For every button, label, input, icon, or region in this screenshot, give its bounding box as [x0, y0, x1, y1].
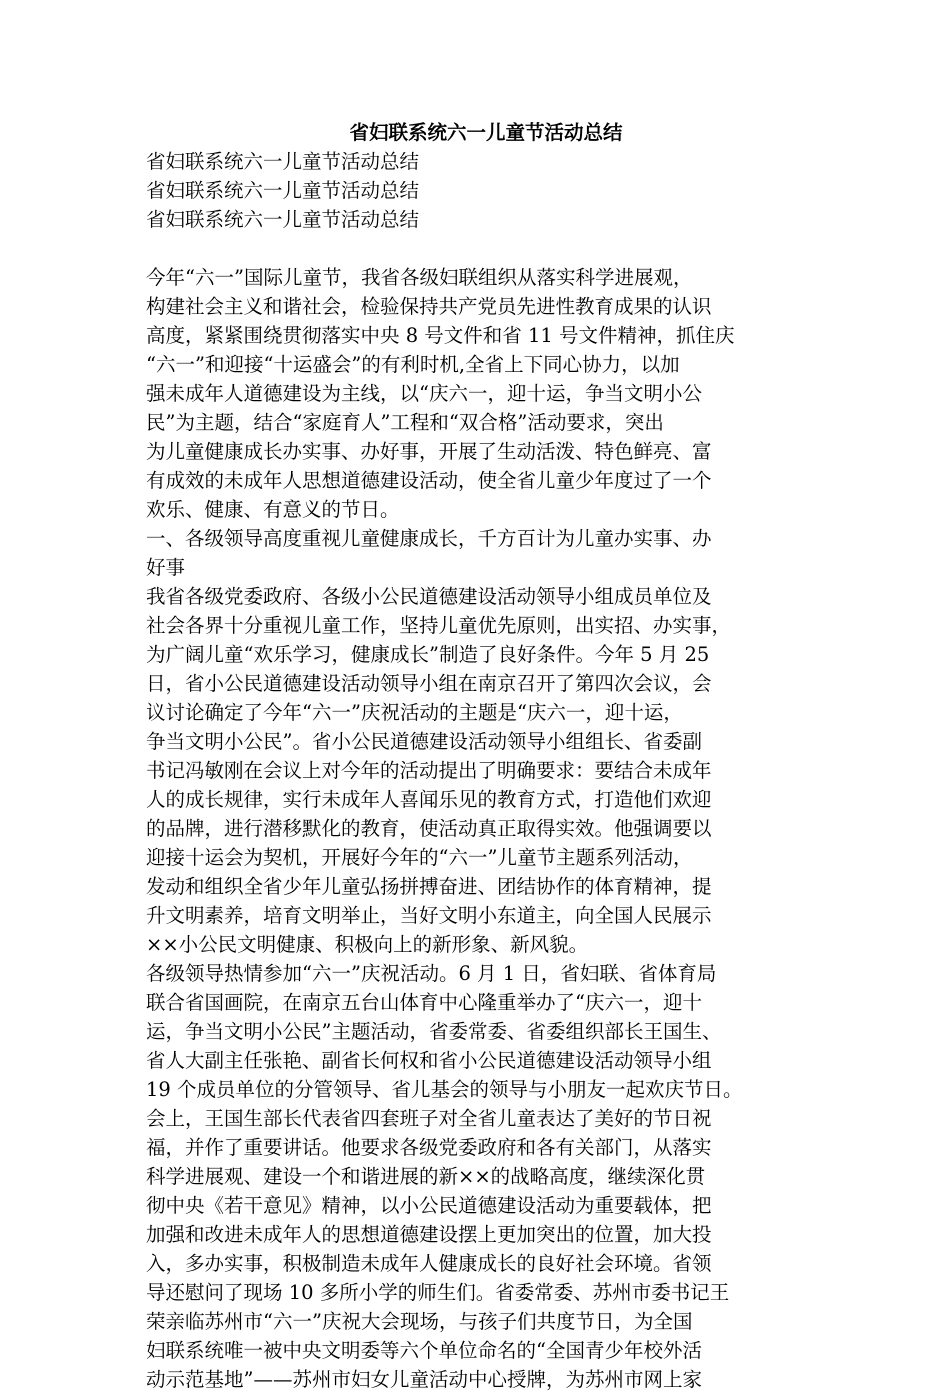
document-body: [146, 118, 806, 1394]
text-line: 入，多办实事，积极制造未成年人健康成长的良好社会环境。省领: [146, 1252, 712, 1275]
text-line: 荣亲临苏州市“六一”庆祝大会现场，与孩子们共度节日，为全国: [146, 1310, 693, 1333]
text-line: 今年“六一”国际儿童节，我省各级妇联组织从落实科学进展观，: [146, 266, 693, 289]
section-heading: [146, 524, 806, 582]
text-line: 的品牌，进行潜移默化的教育，使活动真正取得实效。他强调要以: [146, 817, 712, 840]
text-line: 发动和组织全省少年儿童弘扬拼搏奋进、团结协作的体育精神，提: [146, 875, 712, 898]
blank-line: [146, 234, 806, 263]
text-line: 妇联系统唯一被中央文明委等六个单位命名的“全国青少年校外活: [146, 1339, 702, 1362]
text-line: 社会各界十分重视儿童工作，坚持儿童优先原则，出实招、办实事，: [146, 614, 732, 637]
text-line: 动示范基地”——苏州市妇女儿童活动中心授牌，为苏州市网上家: [146, 1368, 702, 1391]
text-line: 高度，紧紧围绕贯彻落实中央 8 号文件和省 11 号文件精神，抓住庆: [146, 324, 735, 347]
text-line: 福，并作了重要讲话。他要求各级党委政府和各有关部门，从落实: [146, 1136, 712, 1159]
text-line: 19 个成员单位的分管领导、省儿基会的领导与小朋友一起欢庆节日。: [146, 1078, 743, 1101]
text-line: ××小公民文明健康、积极向上的新形象、新风貌。: [146, 933, 589, 956]
document-title: 省妇联系统六一儿童节活动总结: [349, 121, 623, 144]
text-line: 我省各级党委政府、各级小公民道德建设活动领导小组成员单位及: [146, 585, 712, 608]
body-paragraph: [146, 959, 806, 1394]
text-line: 加强和改进未成年人的思想道德建设摆上更加突出的位置，加大投: [146, 1223, 712, 1246]
paragraphs-container: [146, 263, 806, 1394]
text-line: 强未成年人道德建设为主线，以“庆六一，迎十运，争当文明小公: [146, 382, 702, 405]
text-line: “六一”和迎接“十运盛会”的有利时机,全省上下同心协力，以加: [146, 353, 680, 376]
text-line: 迎接十运会为契机，开展好今年的“六一”儿童节主题系列活动，: [146, 846, 693, 869]
subtitle-line: 省妇联系统六一儿童节活动总结: [146, 208, 420, 231]
text-line: 升文明素养，培育文明举止，当好文明小东道主，向全国人民展示: [146, 904, 712, 927]
text-line: 有成效的未成年人思想道德建设活动，使全省儿童少年度过了一个: [146, 469, 712, 492]
text-line: 导还慰问了现场 10 多所小学的师生们。省委常委、苏州市委书记王: [146, 1281, 730, 1304]
subtitle-line: 省妇联系统六一儿童节活动总结: [146, 150, 420, 173]
text-line: 人的成长规律，实行未成年人喜闻乐见的教育方式，打造他们欢迎: [146, 788, 712, 811]
text-line: 书记冯敏刚在会议上对今年的活动提出了明确要求：要结合未成年: [146, 759, 712, 782]
text-line: 欢乐、健康、有意义的节日。: [146, 498, 400, 521]
body-paragraph: [146, 582, 806, 959]
text-line: 运，争当文明小公民”主题活动，省委常委、省委组织部长王国生、: [146, 1020, 722, 1043]
text-line: 议讨论确定了今年“六一”庆祝活动的主题是“庆六一，迎十运，: [146, 701, 683, 724]
text-line: 一、各级领导高度重视儿童健康成长，千方百计为儿童办实事、办: [146, 527, 712, 550]
text-line: 日，省小公民道德建设活动领导小组在南京召开了第四次会议，会: [146, 672, 712, 695]
text-line: 好事: [146, 556, 186, 579]
text-line: 争当文明小公民”。省小公民道德建设活动领导小组组长、省委副: [146, 730, 702, 753]
text-line: 会上，王国生部长代表省四套班子对全省儿童表达了美好的节日祝: [146, 1107, 712, 1130]
text-line: 省人大副主任张艳、副省长何权和省小公民道德建设活动领导小组: [146, 1049, 712, 1072]
text-line: 为儿童健康成长办实事、办好事，开展了生动活泼、特色鲜亮、富: [146, 440, 712, 463]
text-line: 为广阔儿童“欢乐学习，健康成长”制造了良好条件。今年 5 月 25: [146, 643, 710, 666]
text-line: 彻中央《若干意见》精神，以小公民道德建设活动为重要载体，把: [146, 1194, 712, 1217]
text-line: 民”为主题，结合“家庭育人”工程和“双合格”活动要求，突出: [146, 411, 664, 434]
subtitle-line: 省妇联系统六一儿童节活动总结: [146, 179, 420, 202]
text-line: 构建社会主义和谐社会，检验保持共产党员先进性教育成果的认识: [146, 295, 712, 318]
body-paragraph: [146, 263, 806, 524]
text-line: 科学进展观、建设一个和谐进展的新××的战略高度，继续深化贯: [146, 1165, 706, 1188]
text-line: 各级领导热情参加“六一”庆祝活动。6 月 1 日，省妇联、省体育局: [146, 962, 717, 985]
text-line: 联合省国画院，在南京五台山体育中心隆重举办了“庆六一，迎十: [146, 991, 702, 1014]
